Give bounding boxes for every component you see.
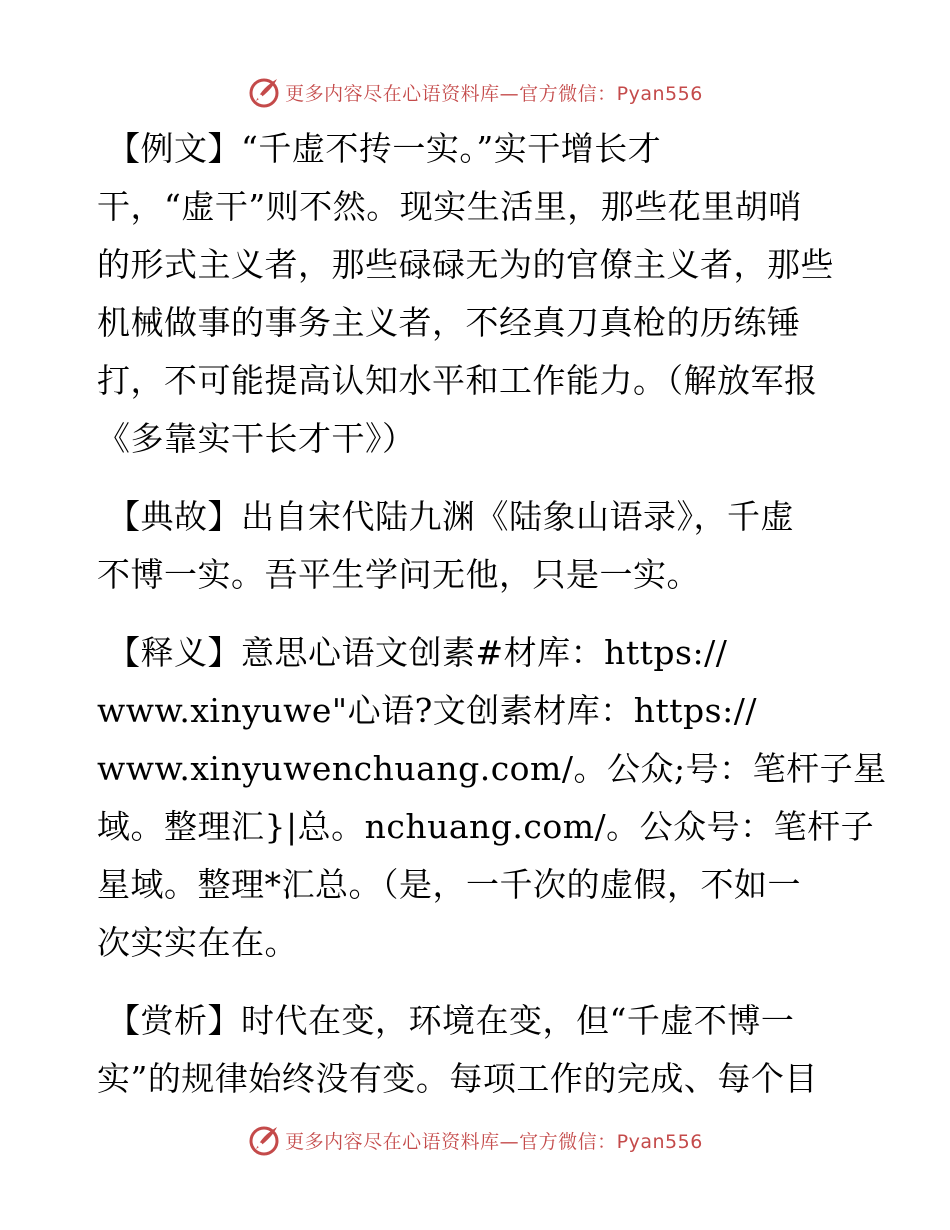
footer-banner-text: 更多内容尽在心语资料库—官方微信：Pyan556 (285, 1130, 703, 1153)
text-line: 实”的规律始终没有变。每项工作的完成、每个目 (97, 1059, 818, 1098)
text-line: 的形式主义者，那些碌碌无为的官僚主义者，那些 (97, 245, 834, 284)
quill-ink-icon (247, 1123, 281, 1157)
paragraph-definition (97, 624, 887, 972)
text-line: 【赏析】时代在变，环境在变，但“千虚不博一 (107, 1001, 795, 1040)
text-line: www.xinyuwenchuang.com/。公众;号：笔杆子星 (97, 749, 887, 788)
text-line: 干，“虚干”则不然。现实生活里，那些花里胡哨 (97, 187, 802, 226)
text-line: 次实实在在。 (97, 923, 298, 962)
text-line: 域。整理汇}|总。nchuang.com/。公众号：笔杆子 (97, 807, 875, 846)
text-line: 打，不可能提高认知水平和工作能力。（解放军报 (97, 361, 818, 400)
text-line: www.xinyuwe"心语?文创素材库：https:// (97, 691, 757, 730)
paragraph-example (97, 120, 857, 468)
text-line: 机械做事的事务主义者，不经真刀真枪的历练锤 (97, 303, 801, 342)
text-line: 【典故】出自宋代陆九渊《陆象山语录》，千虚 (107, 497, 794, 536)
footer-banner (0, 1120, 950, 1160)
header-banner (0, 72, 950, 112)
text-line: 【例文】“千虚不抟一实。”实干增长才 (107, 129, 662, 168)
text-line: 《多靠实干长才干》） (97, 419, 416, 458)
text-line: 【释义】意思心语文创素#材库：https:// (107, 633, 728, 672)
header-banner-text: 更多内容尽在心语资料库—官方微信：Pyan556 (285, 82, 703, 105)
text-line: 不博一实。吾平生学问无他，只是一实。 (97, 555, 700, 594)
paragraph-allusion (97, 488, 857, 604)
quill-ink-icon (247, 75, 281, 109)
document-body (97, 120, 887, 1128)
paragraph-analysis (97, 992, 857, 1108)
text-line: 星域。整理*汇总。（是，一千次的虚假，不如一 (97, 865, 801, 904)
